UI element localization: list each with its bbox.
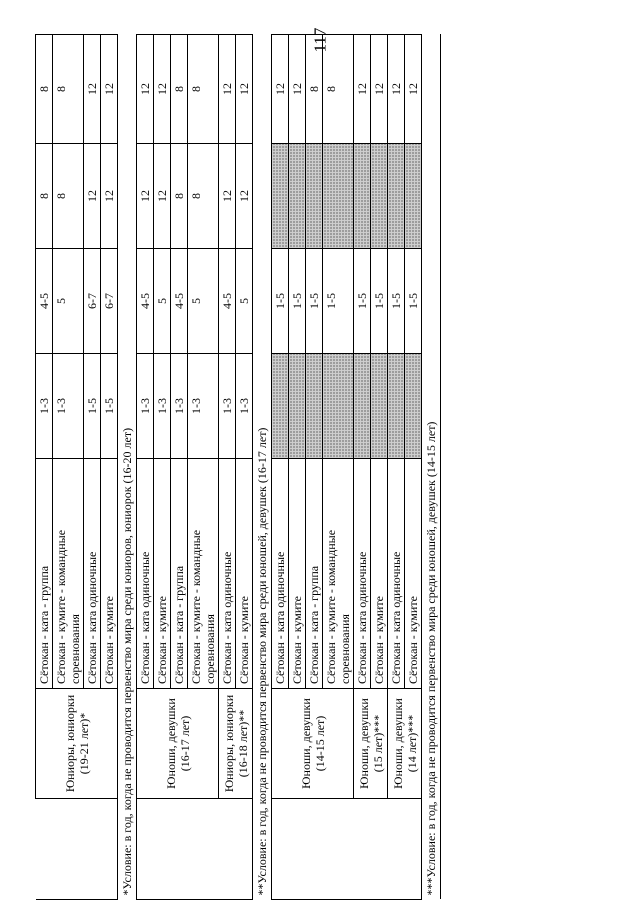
value-cell: 5 — [188, 249, 219, 354]
value-cell: 4-5 — [137, 249, 154, 354]
shaded-cell — [405, 144, 422, 249]
table-row — [388, 35, 405, 900]
table-row — [354, 35, 371, 900]
value-cell: 1-5 — [306, 249, 323, 354]
discipline-cell: Сётокан - ката - группа — [306, 459, 323, 689]
group-label: Юноши, девушки (15 лет)*** — [354, 689, 388, 799]
value-cell: 1-5 — [272, 249, 289, 354]
discipline-cell: Сётокан - ката одиночные — [84, 459, 101, 689]
table-row — [36, 35, 53, 900]
group-label: Юноши, девушки (14-15 лет) — [272, 689, 354, 799]
page-number: 117 — [310, 27, 329, 53]
shaded-cell — [388, 144, 405, 249]
table-row — [137, 35, 154, 900]
shaded-cell — [354, 144, 371, 249]
value-cell: 8 — [53, 144, 84, 249]
discipline-cell: Сётокан - кумите — [236, 459, 253, 689]
condition-row — [118, 35, 137, 900]
discipline-cell: Сётокан - кумите - командные соревнования — [53, 459, 84, 689]
discipline-cell: Сётокан - ката одиночные — [388, 459, 405, 689]
value-cell: 1-3 — [137, 354, 154, 459]
value-cell: 1-3 — [219, 354, 236, 459]
value-cell: 8 — [53, 35, 84, 144]
value-cell: 1-3 — [53, 354, 84, 459]
value-cell: 12 — [236, 144, 253, 249]
value-cell: 4-5 — [219, 249, 236, 354]
competition-table — [35, 34, 441, 900]
value-cell: 1-5 — [289, 249, 306, 354]
discipline-cell: Сётокан - кумите — [405, 459, 422, 689]
table-row — [272, 35, 289, 900]
value-cell: 12 — [101, 144, 118, 249]
shaded-cell — [323, 144, 354, 249]
shaded-cell — [306, 354, 323, 459]
value-cell: 1-5 — [405, 249, 422, 354]
rotated-table-container — [35, 35, 615, 900]
value-cell: 8 — [36, 144, 53, 249]
value-cell: 1-5 — [84, 354, 101, 459]
value-cell: 8 — [306, 35, 323, 144]
value-cell: 12 — [84, 144, 101, 249]
discipline-cell: Сётокан - кумите — [289, 459, 306, 689]
group-label: Юноши, девушки (14 лет)*** — [388, 689, 422, 799]
shaded-cell — [388, 354, 405, 459]
value-cell: 12 — [219, 144, 236, 249]
value-cell: 12 — [272, 35, 289, 144]
shaded-cell — [289, 144, 306, 249]
value-cell: 12 — [388, 35, 405, 144]
value-cell: 12 — [154, 144, 171, 249]
value-cell: 6-7 — [101, 249, 118, 354]
value-cell: 12 — [354, 35, 371, 144]
shaded-cell — [272, 354, 289, 459]
discipline-cell: Сётокан - кумите — [371, 459, 388, 689]
discipline-cell: Сётокан - кумите — [101, 459, 118, 689]
value-cell: 4-5 — [171, 249, 188, 354]
value-cell: 12 — [236, 35, 253, 144]
value-cell: 5 — [236, 249, 253, 354]
value-cell: 5 — [154, 249, 171, 354]
value-cell: 12 — [154, 35, 171, 144]
discipline-cell: Сётокан - ката одиночные — [272, 459, 289, 689]
group-label: Юниоры, юниорки (19-21 лет)* — [36, 689, 118, 799]
value-cell: 1-3 — [154, 354, 171, 459]
condition-note: *Условие: в год, когда не проводится первенство мира среди юниоров, юниорок (16-20 лет) — [118, 35, 137, 900]
shaded-cell — [272, 144, 289, 249]
discipline-cell: Сётокан - ката - группа — [171, 459, 188, 689]
value-cell: 12 — [289, 35, 306, 144]
value-cell: 8 — [171, 35, 188, 144]
shaded-cell — [354, 354, 371, 459]
value-cell: 1-5 — [101, 354, 118, 459]
value-cell: 1-5 — [354, 249, 371, 354]
value-cell: 1-5 — [371, 249, 388, 354]
value-cell: 8 — [171, 144, 188, 249]
value-cell: 8 — [323, 35, 354, 144]
value-cell: 6-7 — [84, 249, 101, 354]
shaded-cell — [323, 354, 354, 459]
value-cell: 12 — [371, 35, 388, 144]
discipline-cell: Сётокан - кумите — [154, 459, 171, 689]
value-cell: 1-3 — [171, 354, 188, 459]
shaded-cell — [371, 144, 388, 249]
value-cell: 12 — [219, 35, 236, 144]
group-label: Юниоры, юниорки (16-18 лет)** — [219, 689, 253, 799]
value-cell: 8 — [36, 35, 53, 144]
condition-note: **Условие: в год, когда не проводится первенство мира среди юношей, девушек (16-17 лет) — [253, 35, 272, 900]
discipline-cell: Сётокан - ката - группа — [36, 459, 53, 689]
condition-row — [422, 35, 441, 900]
value-cell: 8 — [188, 35, 219, 144]
condition-row — [253, 35, 272, 900]
blank-cell — [36, 799, 118, 900]
shaded-cell — [306, 144, 323, 249]
discipline-cell: Сётокан - кумите - командные соревнования — [323, 459, 354, 689]
value-cell: 1-3 — [36, 354, 53, 459]
blank-cell — [272, 799, 422, 900]
discipline-cell: Сётокан - кумите - командные соревнования — [188, 459, 219, 689]
value-cell: 8 — [188, 144, 219, 249]
value-cell: 12 — [101, 35, 118, 144]
value-cell: 1-5 — [323, 249, 354, 354]
value-cell: 12 — [137, 144, 154, 249]
condition-note: ***Условие: в год, когда не проводится первенство мира среди юношей, девушек (14-15 лет) — [422, 35, 441, 900]
value-cell: 1-3 — [188, 354, 219, 459]
discipline-cell: Сётокан - ката одиночные — [219, 459, 236, 689]
group-label: Юноши, девушки (16-17 лет) — [137, 689, 219, 799]
value-cell: 4-5 — [36, 249, 53, 354]
discipline-cell: Сётокан - ката одиночные — [137, 459, 154, 689]
value-cell: 12 — [84, 35, 101, 144]
value-cell: 12 — [137, 35, 154, 144]
value-cell: 5 — [53, 249, 84, 354]
shaded-cell — [289, 354, 306, 459]
shaded-cell — [371, 354, 388, 459]
value-cell: 1-5 — [388, 249, 405, 354]
table-row — [219, 35, 236, 900]
discipline-cell: Сётокан - ката одиночные — [354, 459, 371, 689]
value-cell: 1-3 — [236, 354, 253, 459]
shaded-cell — [405, 354, 422, 459]
value-cell: 12 — [405, 35, 422, 144]
blank-cell — [137, 799, 253, 900]
